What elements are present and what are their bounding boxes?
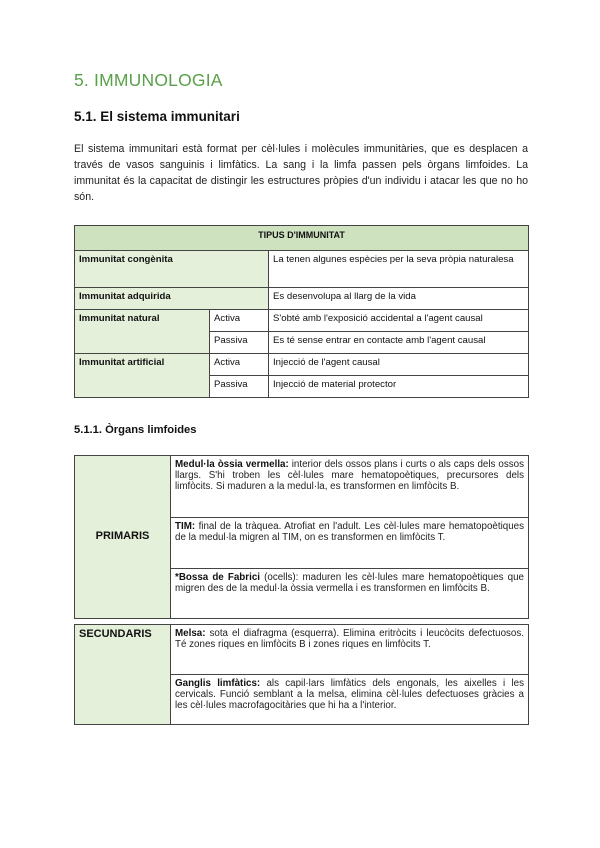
- fabrici-cell: [171, 569, 529, 619]
- melsa-text: sota el diafragma (esquerra). Elimina eritròcits i leucòcits defectuosos. Té zones riques en limfòcits B i zones riques en limfòcits T.: [175, 628, 524, 651]
- subsection-heading: 5.1.1. Òrgans limfoides: [74, 424, 197, 436]
- tim-cell: [171, 518, 529, 569]
- immunity-natural-activa-desc: S'obté amb l'exposició accidental a l'agent causal: [269, 310, 529, 332]
- immunity-artificial-activa-desc: Injecció de l'agent causal: [269, 354, 529, 376]
- ganglis-term: Ganglis limfàtics:: [175, 678, 261, 689]
- melsa-term: Melsa:: [175, 628, 206, 639]
- immunity-natural-passiva-type: Passiva: [210, 332, 269, 354]
- immunity-table-title: TIPUS D'IMMUNITAT: [75, 226, 529, 251]
- section-heading: 5.1. El sistema immunitari: [74, 109, 240, 124]
- immunity-artificial-activa-type: Activa: [210, 354, 269, 376]
- chapter-heading: 5. IMMUNOLOGIA: [74, 70, 223, 90]
- tim-term: TIM:: [175, 521, 196, 532]
- primary-organs-table: [74, 455, 529, 619]
- medulla-text: interior dels ossos plans i curts o als caps dels ossos llargs. S'hi troben les cèl·lules mare hematopoètiques, precursores dels limfòcits. Si maduren a la medul·la, es transformen en limfòcits B.: [175, 459, 524, 493]
- intro-paragraph: El sistema immunitari està format per cèl·lules i molècules immunitàries, que es desplacen a través de vasos sanguinis i limfàtics. La sang i la limfa passen pels òrgans limfoides. La immunitat és la capacitat de distingir les estructures pròpies d'un individu i atacar les que no ho són.: [74, 143, 528, 203]
- immunity-natural-activa-type: Activa: [210, 310, 269, 332]
- fabrici-text: (ocells): maduren les cèl·lules mare hematopoètiques que migren des de la medul·la òssia vermella i es transformen en limfòcits B.: [175, 572, 525, 595]
- immunity-natural-passiva-desc: Es té sense entrar en contacte amb l'agent causal: [269, 332, 529, 354]
- immunity-congenita-desc: La tenen algunes espècies per la seva pròpia naturalesa: [269, 251, 529, 288]
- immunity-natural-label: Immunitat natural: [75, 310, 210, 354]
- immunity-types-table: [74, 225, 529, 398]
- ganglis-cell: [171, 675, 529, 725]
- tim-text: final de la tràquea. Atrofiat en l'adult. Les cèl·lules mare hematopoètiques de la medul·la migren al TIM, on es transformen en limfòcits T.: [175, 521, 524, 544]
- immunity-artificial-label: Immunitat artificial: [75, 354, 210, 398]
- medulla-cell: [171, 456, 529, 518]
- immunity-congenita-label: Immunitat congènita: [75, 251, 269, 288]
- immunity-adquirida-desc: Es desenvolupa al llarg de la vida: [269, 288, 529, 310]
- medulla-term: Medul·la òssia vermella:: [175, 459, 289, 470]
- melsa-cell: [171, 625, 529, 675]
- secondary-organs-label: SECUNDARIS: [75, 625, 171, 725]
- immunity-adquirida-label: Immunitat adquirida: [75, 288, 269, 310]
- secondary-organs-table: [74, 624, 529, 725]
- immunity-artificial-passiva-desc: Injecció de material protector: [269, 376, 529, 398]
- ganglis-text: als capil·lars limfàtics dels engonals, les aixelles i les cervicals. Funció semblant a la melsa, elimina cèl·lules defectuoses gràcies a les cèl·lules macrofagocitàries que hi ha a l'interior.: [175, 678, 524, 712]
- fabrici-term: *Bossa de Fabrici: [175, 572, 260, 583]
- primary-organs-label: PRIMARIS: [75, 456, 171, 619]
- immunity-artificial-passiva-type: Passiva: [210, 376, 269, 398]
